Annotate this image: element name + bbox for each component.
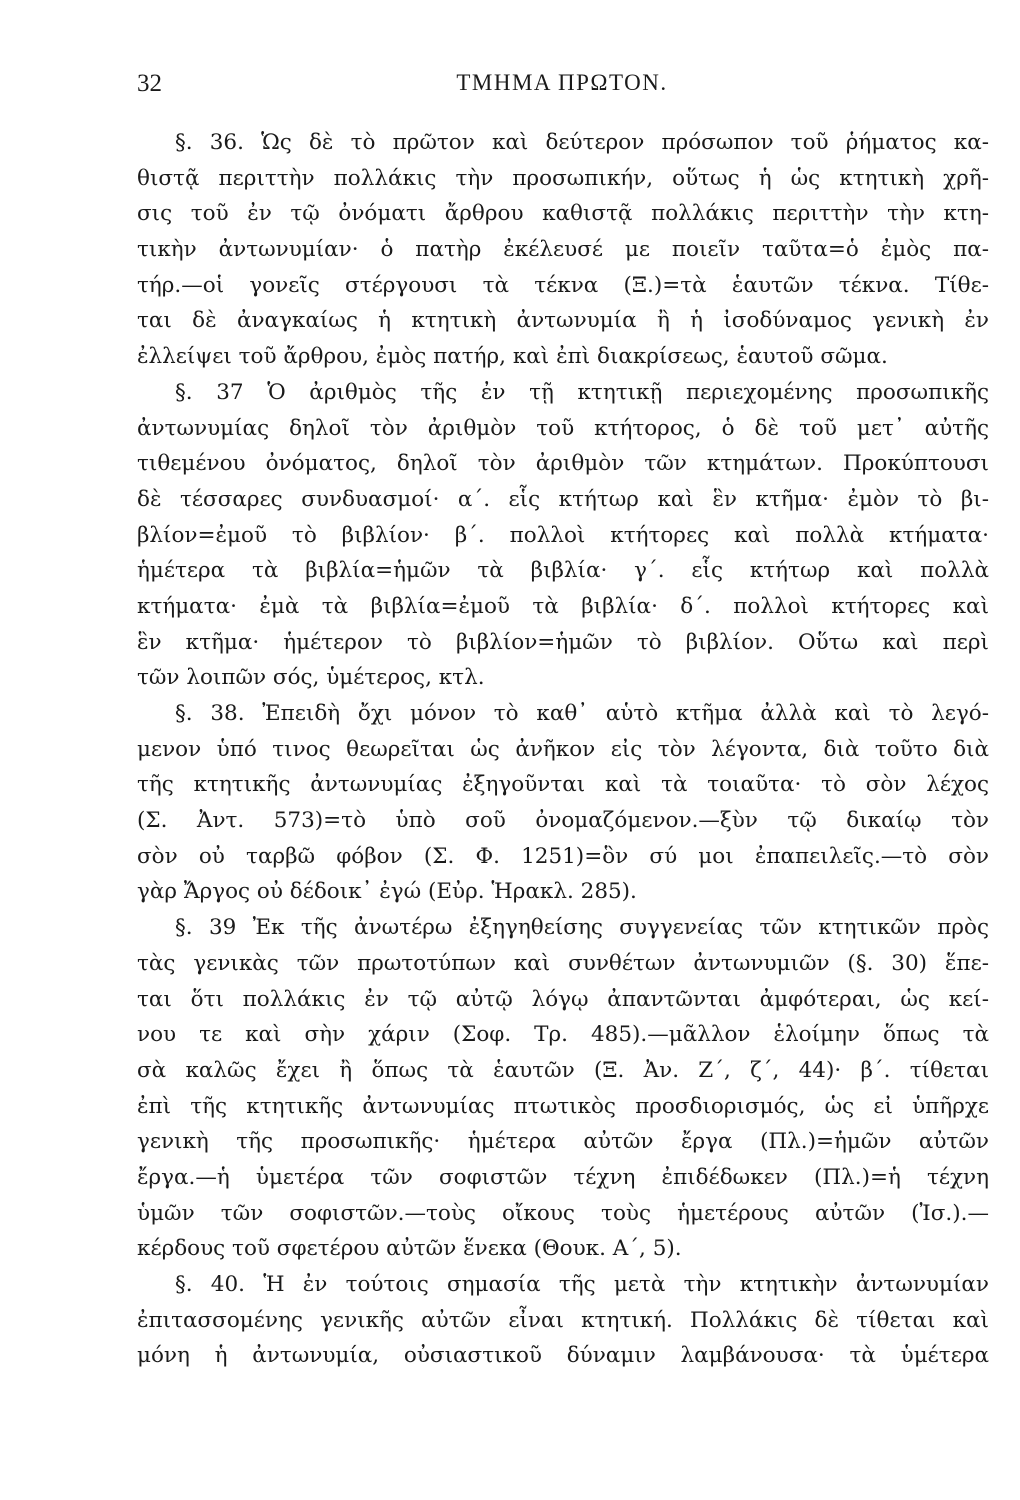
text-line: τικὴν ἀντωνυμίαν· ὁ πατὴρ ἐκέλευσέ με ποιεῖν ταῦτα=ὁ ἐμὸς πα-: [137, 237, 989, 263]
text-line: τὰς γενικὰς τῶν πρωτοτύπων καὶ συνθέτων ἀντωνυμιῶν (§. 30) ἕπε-: [137, 950, 989, 976]
text-line: κέρδους τοῦ σφετέρου αὐτῶν ἕνεκα (Θουκ. Α΄, 5).: [137, 1236, 682, 1262]
running-head: [137, 70, 987, 110]
text-line: νου τε καὶ σὴν χάριν (Σοφ. Τρ. 485).—μᾶλλον ἑλοίμην ὅπως τὰ: [137, 1022, 989, 1048]
text-line: μόνη ἡ ἀντωνυμία, οὐσιαστικοῦ δύναμιν λαμβάνουσα· τὰ ὑμέτερα: [137, 1343, 989, 1369]
section-title: ΤΜΗΜΑ ΠΡΩΤΟΝ.: [456, 70, 668, 95]
text-line: ἐπιτασσομένης γενικῆς αὐτῶν εἶναι κτητική. Πολλάκις δὲ τίθεται καὶ: [137, 1307, 989, 1333]
text-line: ἀντωνυμίας δηλοῖ τὸν ἀριθμὸν τοῦ κτήτορος, ὁ δὲ τοῦ μετ᾽ αὐτῆς: [137, 415, 989, 441]
text-line: γὰρ Ἄργος οὐ δέδοικ᾽ ἐγώ (Εὐρ. Ἡρακλ. 285).: [137, 879, 637, 905]
text-line: §. 39 Ἐκ τῆς ἀνωτέρω ἐξηγηθείσης συγγενείας τῶν κτητικῶν πρὸς: [175, 915, 989, 941]
text-line: σις τοῦ ἐν τῷ ὀνόματι ἄρθρου καθιστᾷ πολλάκις περιττὴν τὴν κτη-: [137, 201, 989, 227]
text-line: γενικὴ τῆς προσωπικῆς· ἡμέτερα αὐτῶν ἔργα (Πλ.)=ἡμῶν αὐτῶν: [137, 1129, 989, 1155]
text-line: ἡμέτερα τὰ βιβλία=ἡμῶν τὰ βιβλία· γ΄. εἷς κτήτωρ καὶ πολλὰ: [137, 558, 989, 584]
text-line: ἔργα.—ἡ ὑμετέρα τῶν σοφιστῶν τέχνη ἐπιδέδωκεν (Πλ.)=ἡ τέχνη: [137, 1164, 989, 1190]
page-number: 32: [137, 70, 162, 97]
text-line: δὲ τέσσαρες συνδυασμοί· α΄. εἷς κτήτωρ καὶ ἓν κτῆμα· ἐμὸν τὸ βι-: [137, 486, 989, 512]
text-line: βλίον=ἐμοῦ τὸ βιβλίον· β΄. πολλοὶ κτήτορες καὶ πολλὰ κτήματα·: [137, 522, 989, 548]
text-line: τῆς κτητικῆς ἀντωνυμίας ἐξηγοῦνται καὶ τὰ τοιαῦτα· τὸ σὸν λέχος: [137, 772, 989, 798]
text-line: (Σ. Ἀντ. 573)=τὸ ὑπὸ σοῦ ὀνομαζόμενον.—ξὺν τῷ δικαίῳ τὸν: [137, 808, 989, 834]
text-line: τήρ.—οἱ γονεῖς στέργουσι τὰ τέκνα (Ξ.)=τὰ ἑαυτῶν τέκνα. Τίθε-: [137, 272, 989, 298]
text-line: ἐπὶ τῆς κτητικῆς ἀντωνυμίας πτωτικὸς προσδιορισμός, ὡς εἰ ὑπῆρχε: [137, 1093, 989, 1119]
text-line: κτήματα· ἐμὰ τὰ βιβλία=ἐμοῦ τὰ βιβλία· δ΄. πολλοὶ κτήτορες καὶ: [137, 593, 989, 619]
text-line: τῶν λοιπῶν σός, ὑμέτερος, κτλ.: [137, 665, 485, 691]
text-line: τιθεμένου ὀνόματος, δηλοῖ τὸν ἀριθμὸν τῶν κτημάτων. Προκύπτουσι: [137, 451, 989, 477]
text-line: §. 37 Ὁ ἀριθμὸς τῆς ἐν τῇ κτητικῇ περιεχομένης προσωπικῆς: [175, 379, 989, 405]
text-line: §. 40. Ἡ ἐν τούτοις σημασία τῆς μετὰ τὴν κτητικὴν ἀντωνυμίαν: [175, 1272, 989, 1297]
text-line: §. 36. Ὡς δὲ τὸ πρῶτον καὶ δεύτερον πρόσωπον τοῦ ῥήματος κα-: [175, 130, 989, 155]
body-text: [137, 125, 989, 1374]
text-line: §. 38. Ἐπειδὴ ὄχι μόνον τὸ καθ᾽ αὑτὸ κτῆμα ἀλλὰ καὶ τὸ λεγό-: [175, 701, 989, 726]
text-line: θιστᾷ περιττὴν πολλάκις τὴν προσωπικήν, οὕτως ἡ ὡς κτητικὴ χρῆ-: [137, 165, 989, 191]
text-line: μενον ὑπό τινος θεωρεῖται ὡς ἀνῆκον εἰς τὸν λέγοντα, διὰ τοῦτο διὰ: [137, 736, 989, 762]
text-line: ται ὅτι πολλάκις ἐν τῷ αὐτῷ λόγῳ ἀπαντῶνται ἀμφότεραι, ὡς κεί-: [137, 986, 989, 1012]
text-line: σὰ καλῶς ἔχει ἢ ὅπως τὰ ἑαυτῶν (Ξ. Ἀν. Ζ΄, ζ΄, 44)· β΄. τίθεται: [137, 1057, 989, 1083]
text-line: ἐλλείψει τοῦ ἄρθρου, ἐμὸς πατήρ, καὶ ἐπὶ διακρίσεως, ἑαυτοῦ σῶμα.: [137, 344, 888, 370]
text-line: ται δὲ ἀναγκαίως ἡ κτητικὴ ἀντωνυμία ἢ ἡ ἰσοδύναμος γενικὴ ἐν: [137, 308, 989, 334]
text-line: ὑμῶν τῶν σοφιστῶν.—τοὺς οἴκους τοὺς ἡμετέρους αὐτῶν (Ἰσ.).—: [137, 1200, 989, 1226]
text-line: σὸν οὐ ταρβῶ φόβον (Σ. Φ. 1251)=ὃν σύ μοι ἐπαπειλεῖς.—τὸ σὸν: [137, 843, 989, 869]
text-line: ἓν κτῆμα· ἡμέτερον τὸ βιβλίον=ἡμῶν τὸ βιβλίον. Οὕτω καὶ περὶ: [137, 629, 989, 655]
